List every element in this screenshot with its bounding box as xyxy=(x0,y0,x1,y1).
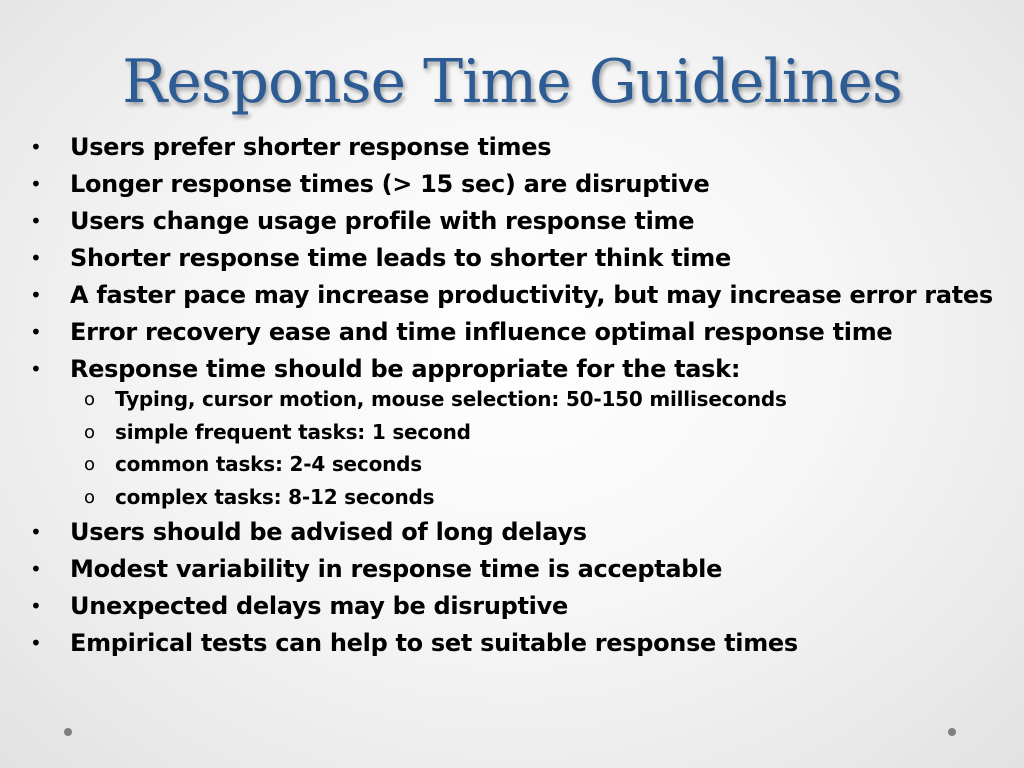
sub-bullet-list xyxy=(70,388,1015,508)
bullet-icon: • xyxy=(30,209,42,233)
bullet-text: Shorter response time leads to shorter think time xyxy=(70,244,731,272)
sub-bullet-item xyxy=(70,388,1015,410)
bullet-icon: • xyxy=(30,172,42,196)
bullet-text: Error recovery ease and time influence optimal response time xyxy=(70,318,893,346)
bullet-item xyxy=(30,134,1015,160)
bullet-icon: • xyxy=(30,283,42,307)
bullet-text: Unexpected delays may be disruptive xyxy=(70,591,568,620)
bullet-text: Users should be advised of long delays xyxy=(70,517,587,546)
bullet-text: Response time should be appropriate for the task: xyxy=(70,355,741,383)
bullet-icon: • xyxy=(30,630,42,655)
bullet-item xyxy=(30,519,1015,545)
bullet-icon: • xyxy=(30,246,42,270)
sub-bullet-text: simple frequent tasks: 1 second xyxy=(115,419,471,444)
bullet-item xyxy=(30,630,1015,656)
bullet-icon: • xyxy=(30,593,42,618)
sub-bullet-text: Typing, cursor motion, mouse selection: 50-150 milliseconds xyxy=(115,387,787,411)
sub-bullet-icon: o xyxy=(84,389,95,410)
bullet-item xyxy=(30,282,1015,308)
bullet-item xyxy=(30,245,1015,271)
sub-bullet-item xyxy=(70,421,1015,443)
sub-bullet-text: common tasks: 2-4 seconds xyxy=(115,452,422,476)
sub-bullet-icon: o xyxy=(84,454,95,475)
bullet-item xyxy=(30,208,1015,234)
bullet-text: Users change usage profile with response time xyxy=(70,207,695,235)
sub-bullet-item xyxy=(70,486,1015,508)
sub-bullet-text: complex tasks: 8-12 seconds xyxy=(115,484,435,509)
bullet-icon: • xyxy=(30,320,42,344)
bullet-text: Empirical tests can help to set suitable response times xyxy=(70,628,798,657)
bullet-list xyxy=(30,134,1015,656)
slide-body xyxy=(30,134,1015,667)
bullet-item xyxy=(30,593,1015,619)
bullet-icon: • xyxy=(30,357,42,381)
decorative-dot-right xyxy=(948,728,956,736)
bullet-text: Users prefer shorter response times xyxy=(70,133,552,161)
sub-bullet-icon: o xyxy=(84,486,95,508)
bullet-item xyxy=(30,556,1015,582)
slide-title: Response Time Guidelines xyxy=(122,47,902,117)
bullet-icon: • xyxy=(30,519,42,544)
decorative-dot-left xyxy=(64,728,72,736)
bullet-text: A faster pace may increase productivity, but may increase error rates xyxy=(70,281,993,309)
sub-bullet-item xyxy=(70,453,1015,475)
bullet-icon: • xyxy=(30,556,42,581)
bullet-item xyxy=(30,319,1015,345)
bullet-item xyxy=(30,171,1015,197)
bullet-text: Modest variability in response time is acceptable xyxy=(70,554,723,583)
bullet-item xyxy=(30,356,1015,508)
sub-bullet-icon: o xyxy=(84,421,95,443)
bullet-icon: • xyxy=(30,135,42,159)
bullet-text: Longer response times (> 15 sec) are disruptive xyxy=(70,170,710,198)
